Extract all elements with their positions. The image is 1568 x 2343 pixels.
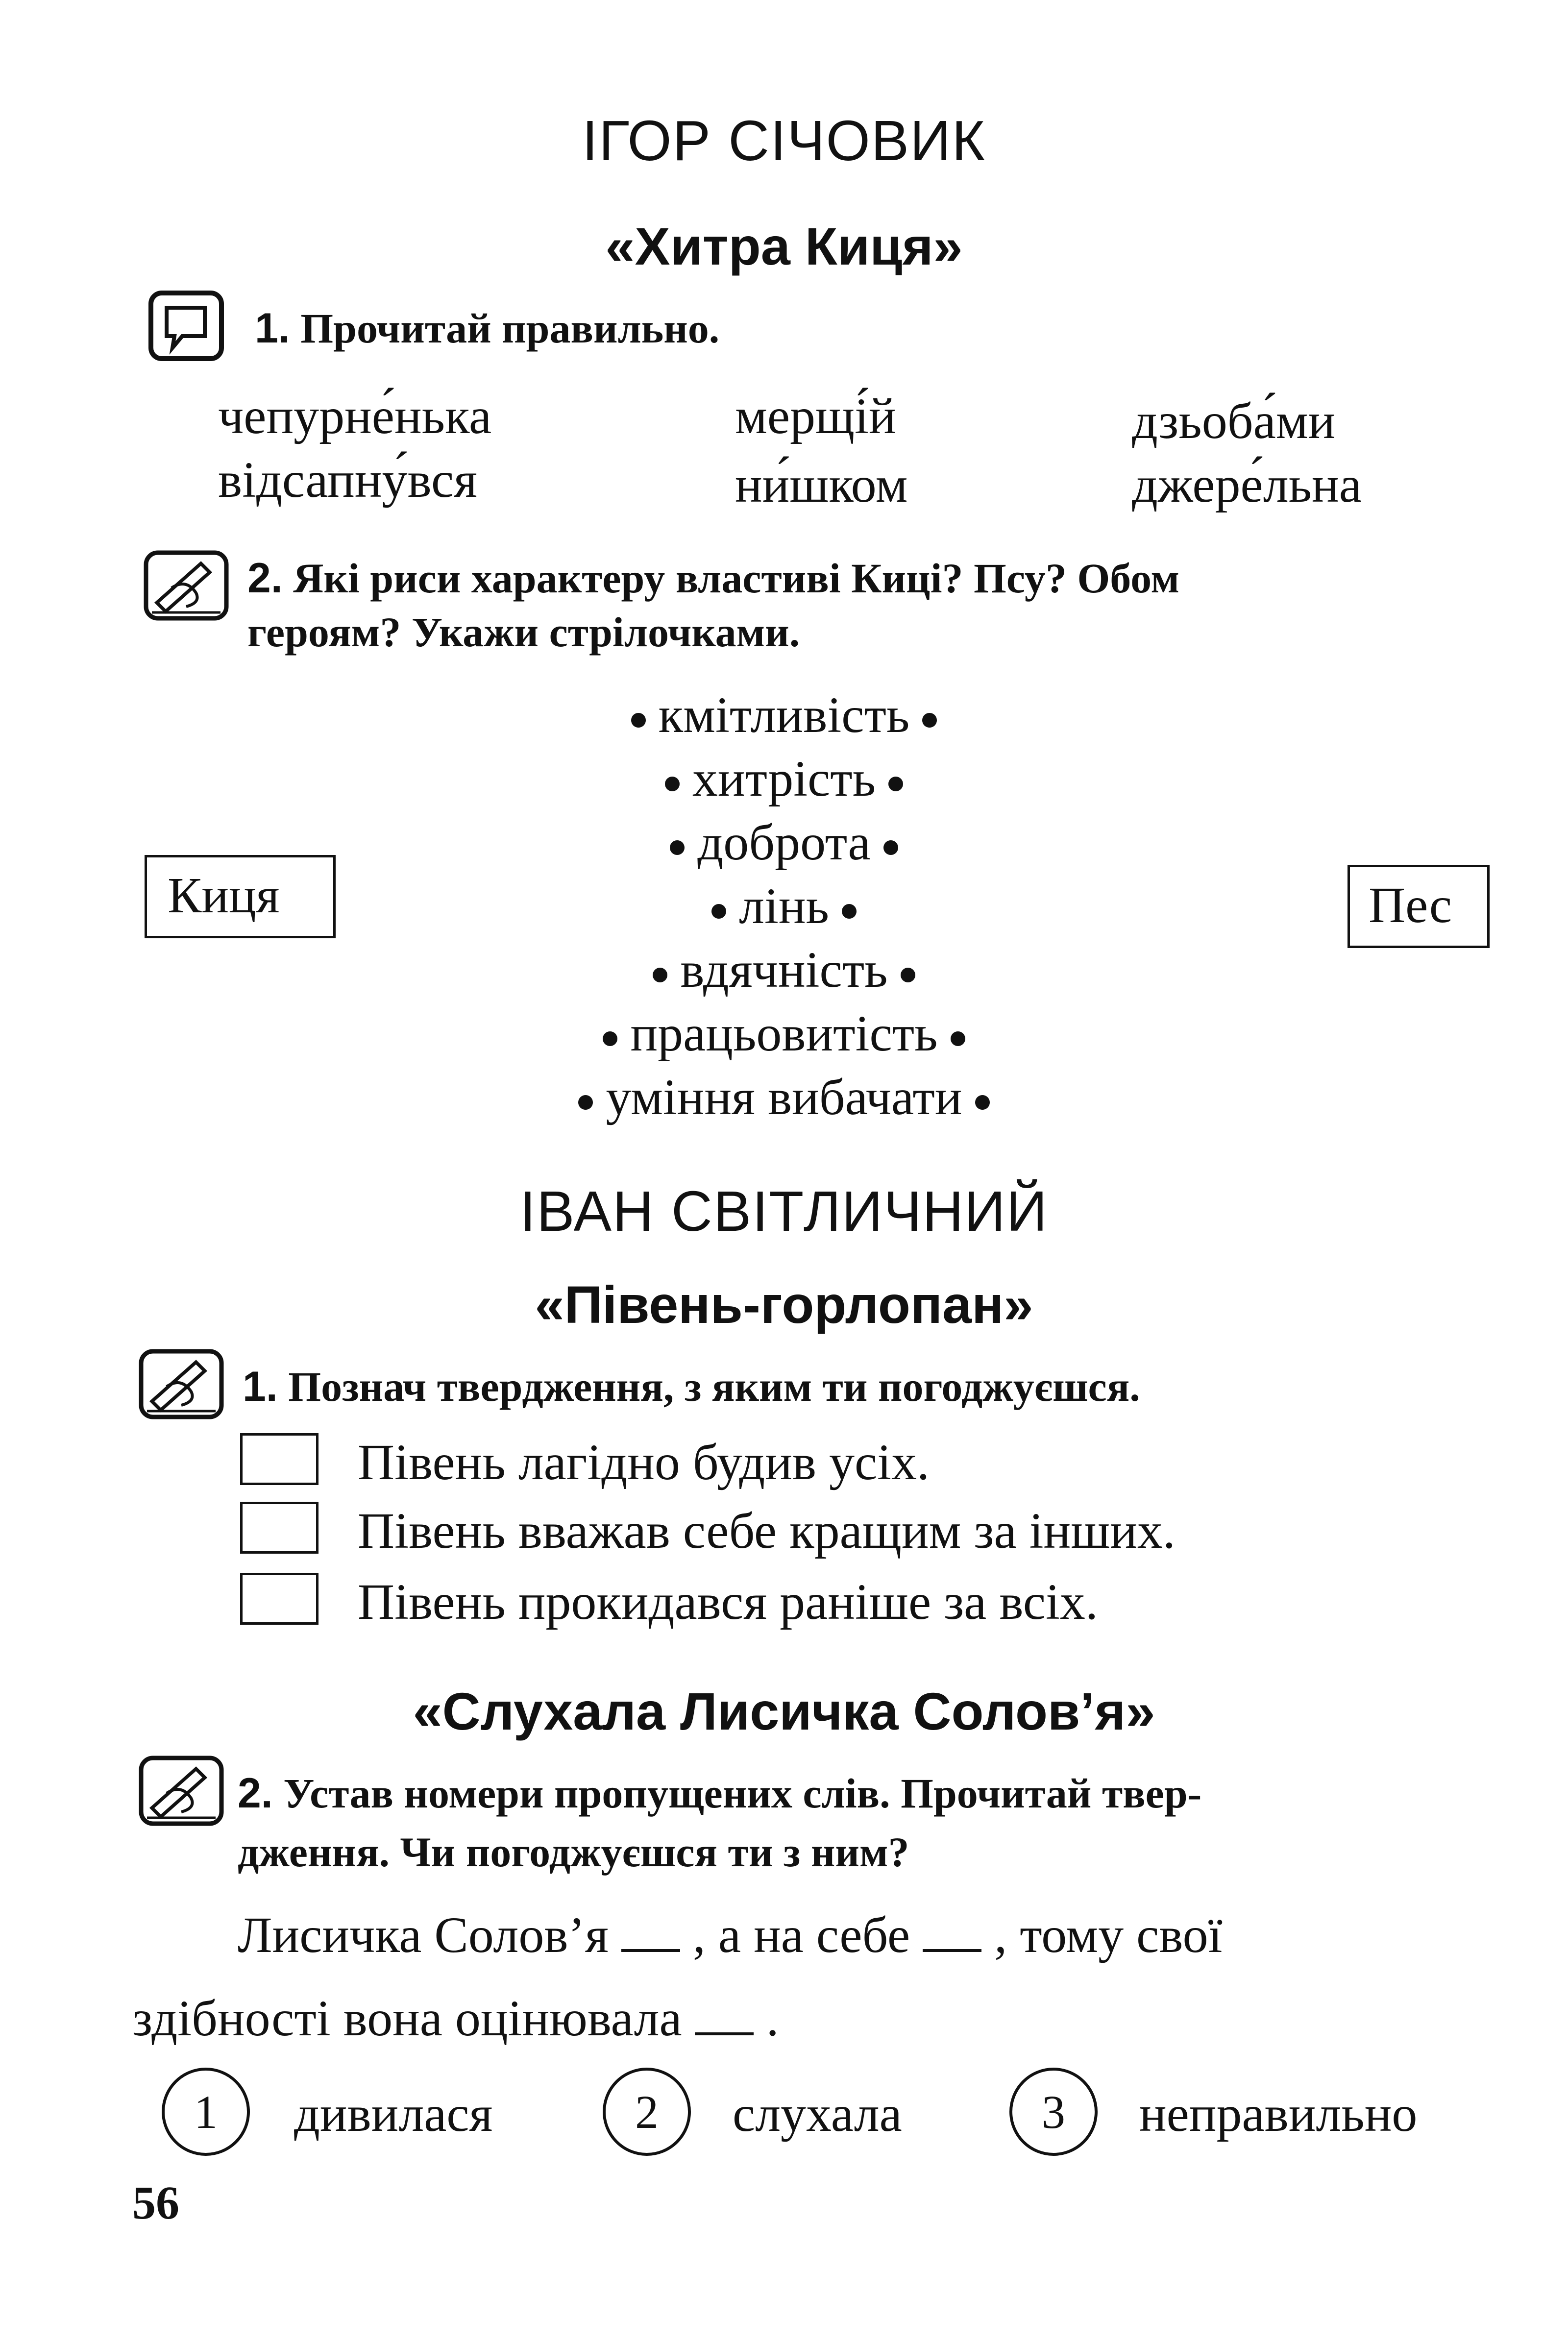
- story-title: «Півень-горлопан»: [535, 1275, 1033, 1334]
- trait-label: кмітливість: [658, 687, 910, 743]
- trait-row: [0, 686, 1568, 744]
- trait-label: уміння вибачати: [606, 1069, 962, 1125]
- option-word: дивилася: [294, 2086, 493, 2142]
- blank-slot[interactable]: [695, 2027, 754, 2035]
- trait-row: [0, 1068, 1568, 1126]
- statement-text: Півень вважав себе кращим за інших.: [358, 1503, 1176, 1559]
- statement-text: Півень лагідно будив усіх.: [358, 1434, 930, 1490]
- trait-label: працьовитість: [630, 1005, 938, 1062]
- option-number-circle: 3: [1009, 2068, 1098, 2156]
- story-title: «Слухала Лисичка Солов’я»: [413, 1682, 1155, 1741]
- word-2: мерщі́й: [735, 388, 896, 444]
- fill-sentence-line1: Лисичка Солов’я , а на себе , тому свої: [238, 1907, 1223, 1963]
- option-number-circle: 2: [603, 2068, 691, 2156]
- task-2-line2: дження. Чи погоджуєшся ти з ним?: [238, 1829, 909, 1876]
- task-text: Прочитай правильно.: [300, 305, 720, 352]
- statement-text: Півень прокидався раніше за всіх.: [358, 1574, 1098, 1630]
- task-number: 2.: [247, 555, 283, 602]
- pes-label: Пес: [1369, 877, 1452, 933]
- trait-row: [0, 1004, 1568, 1063]
- task-2-line1: 2. Які риси характеру властиві Киці? Псу? Обом: [247, 555, 1180, 602]
- word-3: дзьоба́ми: [1132, 393, 1336, 449]
- writing-hand-icon: [137, 1754, 225, 1828]
- kitsia-label: Киця: [168, 867, 280, 924]
- word-1: чепурне́нька: [218, 388, 492, 444]
- trait-label: вдячність: [680, 942, 888, 998]
- author-heading: ІГОР СІЧОВИК: [582, 109, 986, 172]
- word-5: ни́шком: [735, 457, 908, 513]
- trait-label: хитрість: [692, 751, 876, 807]
- trait-row: [0, 941, 1568, 999]
- author-heading: ІВАН СВІТЛИЧНИЙ: [519, 1179, 1049, 1243]
- blank-slot[interactable]: [923, 1944, 981, 1952]
- task-number: 1.: [255, 305, 290, 352]
- writing-hand-icon: [142, 549, 230, 622]
- blank-slot[interactable]: [621, 1944, 680, 1952]
- option-number-circle: 1: [162, 2068, 250, 2156]
- option-word: неправильно: [1139, 2086, 1418, 2142]
- task-2-line1: 2. Устав номери пропущених слів. Прочитай твер-: [238, 1770, 1202, 1817]
- task-number: 2.: [238, 1770, 273, 1817]
- task-2-line2: героям? Укажи стрілочками.: [247, 609, 800, 656]
- kitsia-box: [145, 855, 336, 938]
- task-1-heading: 1. Познач твердження, з яким ти погоджуєшся.: [243, 1363, 1140, 1410]
- pes-box: [1348, 865, 1490, 948]
- word-6: джере́льна: [1132, 457, 1362, 513]
- speech-book-icon: [147, 289, 225, 363]
- trait-row: [0, 750, 1568, 808]
- task-1-heading: [255, 304, 719, 353]
- trait-label: лінь: [739, 878, 829, 934]
- statement-checkbox[interactable]: [240, 1573, 318, 1625]
- story-title: «Хитра Киця»: [605, 217, 963, 276]
- trait-label: доброта: [697, 814, 871, 871]
- writing-hand-icon: [137, 1347, 225, 1421]
- page-number: 56: [132, 2176, 179, 2229]
- fill-sentence-line2: здібності вона оцінювала .: [132, 1990, 779, 2047]
- option-word: слухала: [733, 2086, 902, 2142]
- statement-checkbox[interactable]: [240, 1433, 318, 1485]
- statement-checkbox[interactable]: [240, 1502, 318, 1554]
- word-4: відсапну́вся: [218, 452, 477, 508]
- task-number: 1.: [243, 1363, 278, 1410]
